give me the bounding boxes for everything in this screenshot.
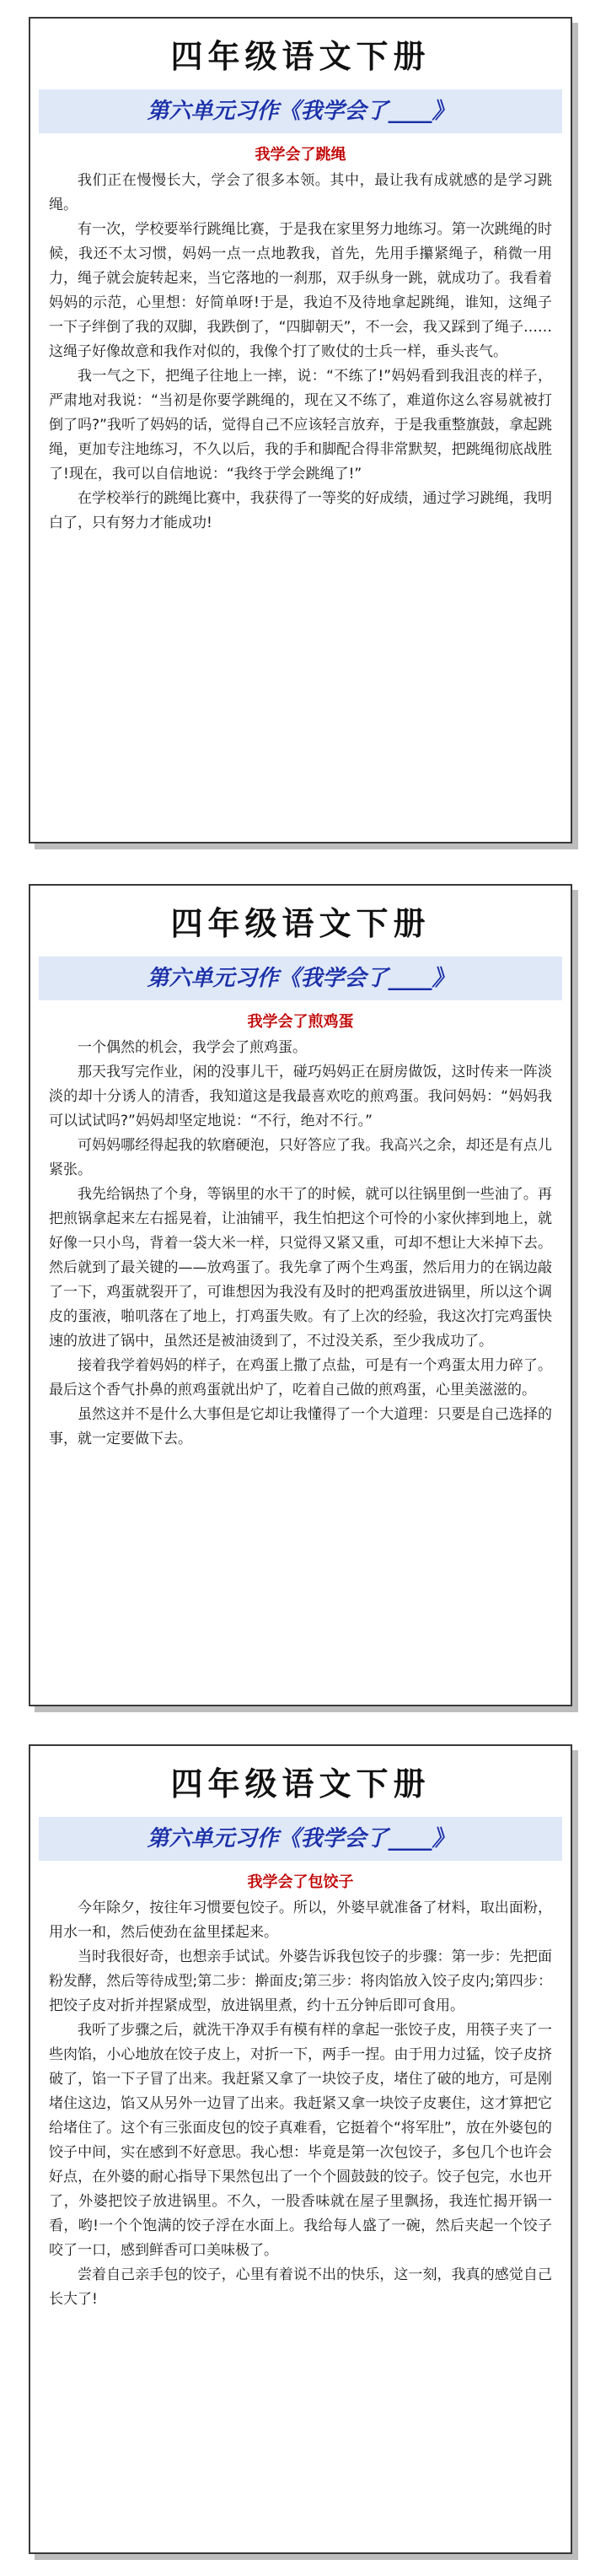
essay-body (30, 1893, 571, 2312)
paragraph: 我听了步骤之后，就洗干净双手有模有样的拿起一张饺子皮，用筷子夹了一些肉馅，小心地放在饺子皮上，对折一下，两手一捏。由于用力过猛，饺子皮挤破了，馅一下子冒了出来。我赶紧又拿了一块饺子皮，堵住了破的地方，可是刚堵住这边，馅又从另外一边冒了出来。我赶紧又拿一块饺子皮裹住，这才算把它给堵住了。这个有三张面皮包的饺子真难看，它挺着个“将军肚”，放在外婆包的饺子中间，实在感到不好意思。我心想：毕竟是第一次包饺子，多包几个也许会好点，在外婆的耐心指导下果然包出了一个个圆鼓鼓的饺子。饺子包完，水也开了，外婆把饺子放进锅里。不久，一股香味就在屋子里飘扬，我连忙揭开锅一看，哟!一个个饱满的饺子浮在水面上。我给每人盛了一碗，然后夹起一个饺子咬了一口，感到鲜香可口美味极了。 (49, 2022, 552, 2259)
paragraph: 当时我很好奇，也想亲手试试。外婆告诉我包饺子的步骤：第一步：先把面粉发酵，然后等待成型;第二步：擀面皮;第三步：将肉馅放入饺子皮内;第四步：把饺子皮对折并捏紧成型，放进锅里煮，约十五分钟后即可食用。 (49, 1948, 552, 2014)
essay-card-2 (29, 884, 572, 1706)
paragraph: 我先给锅热了个身，等锅里的水干了的时候，就可以往锅里倒一些油了。再把煎锅拿起来左右摇晃着，让油铺平，我生怕把这个可怜的小家伙摔到地上，就好像一只小鸟，背着一袋大米一样，只觉得又紧又重，可却不想让大米掉下去。然后就到了最关键的——放鸡蛋了。我先拿了两个生鸡蛋，然后用力的在锅边敲了一下，鸡蛋就裂开了，可谁想因为我没有及时的把鸡蛋放进锅里，所以这个调皮的蛋液，啪叽落在了地上，打鸡蛋失败。有了上次的经验，我这次打完鸡蛋快速的放进了锅中，虽然还是被油烫到了，不过没关系，至少我成功了。 (49, 1186, 552, 1350)
card-header (30, 19, 571, 133)
paragraph: 虽然这并不是什么大事但是它却让我懂得了一个大道理：只要是自己选择的事，就一定要做下去。 (49, 1406, 552, 1447)
essay-body (30, 165, 571, 536)
card-header (30, 886, 571, 1000)
paragraph: 一个偶然的机会，我学会了煎鸡蛋。 (78, 1039, 307, 1056)
paragraph: 可妈妈哪经得起我的软磨硬泡，只好答应了我。我高兴之余，却还是有点儿紧张。 (49, 1137, 552, 1178)
essay-title: 我学会了煎鸡蛋 (247, 1013, 354, 1031)
essay-title: 我学会了包饺子 (247, 1873, 354, 1891)
paragraph: 尝着自己亲手包的饺子，心里有着说不出的快乐，这一刻，我真的感觉自己长大了! (49, 2266, 552, 2308)
paragraph: 在学校举行的跳绳比赛中，我获得了一等奖的好成绩，通过学习跳绳，我明白了，只有努力才能成功! (49, 490, 552, 531)
card-header (30, 1746, 571, 1861)
unit-banner: 第六单元习作《我学会了____》 (39, 89, 562, 133)
page-title: 四年级语文下册 (170, 1765, 431, 1803)
essay-body (30, 1032, 571, 1452)
unit-banner: 第六单元习作《我学会了____》 (39, 957, 562, 1000)
essay-title: 我学会了跳绳 (255, 146, 346, 164)
paragraph: 那天我写完作业，闲的没事儿干，碰巧妈妈正在厨房做饭，这时传来一阵淡淡的却十分诱人的清香，我知道这是我最喜欢吃的煎鸡蛋。我问妈妈：“妈妈我可以试试吗?”妈妈却坚定地说：“不行，绝对不行。” (49, 1064, 552, 1129)
paragraph: 接着我学着妈妈的样子，在鸡蛋上撒了点盐，可是有一个鸡蛋太用力碎了。最后这个香气扑鼻的煎鸡蛋就出炉了，吃着自己做的煎鸡蛋，心里美滋滋的。 (49, 1357, 552, 1398)
essay-card-3 (29, 1744, 572, 2554)
paragraph: 我一气之下，把绳子往地上一摔，说：“不练了!”妈妈看到我沮丧的样子，严肃地对我说：“当初是你要学跳绳的，现在又不练了，难道你这么容易就被打倒了吗?”我听了妈妈的话，觉得自己不应该轻言放弃，于是我重整旗鼓，拿起跳绳，更加专注地练习，不久以后，我的手和脚配合得非常默契，把跳绳彻底战胜了!现在，我可以自信地说：“我终于学会跳绳了!” (49, 368, 552, 482)
paragraph: 有一次，学校要举行跳绳比赛，于是我在家里努力地练习。第一次跳绳的时候，我还不太习惯，妈妈一点一点地教我，首先，先用手攥紧绳子，稍微一用力，绳子就会旋转起来，当它落地的一刹那，双手纵身一跳，就成功了。我看着妈妈的示范，心里想：好简单呀!于是，我迫不及待地拿起跳绳，谁知，这绳子一下子绊倒了我的双脚，我跌倒了，“四脚朝天”，不一会，我又踩到了绳子……这绳子好像故意和我作对似的，我像个打了败仗的士兵一样，垂头丧气。 (49, 221, 552, 360)
unit-banner: 第六单元习作《我学会了____》 (39, 1817, 562, 1861)
paragraph: 今年除夕，按往年习惯要包饺子。所以，外婆早就准备了材料，取出面粉，用水一和，然后使劲在盆里揉起来。 (49, 1900, 552, 1941)
page-title: 四年级语文下册 (170, 37, 431, 75)
essay-card-1 (29, 17, 572, 843)
page-title: 四年级语文下册 (170, 904, 431, 942)
paragraph: 我们正在慢慢长大，学会了很多本领。其中，最让我有成就感的是学习跳绳。 (49, 172, 552, 213)
